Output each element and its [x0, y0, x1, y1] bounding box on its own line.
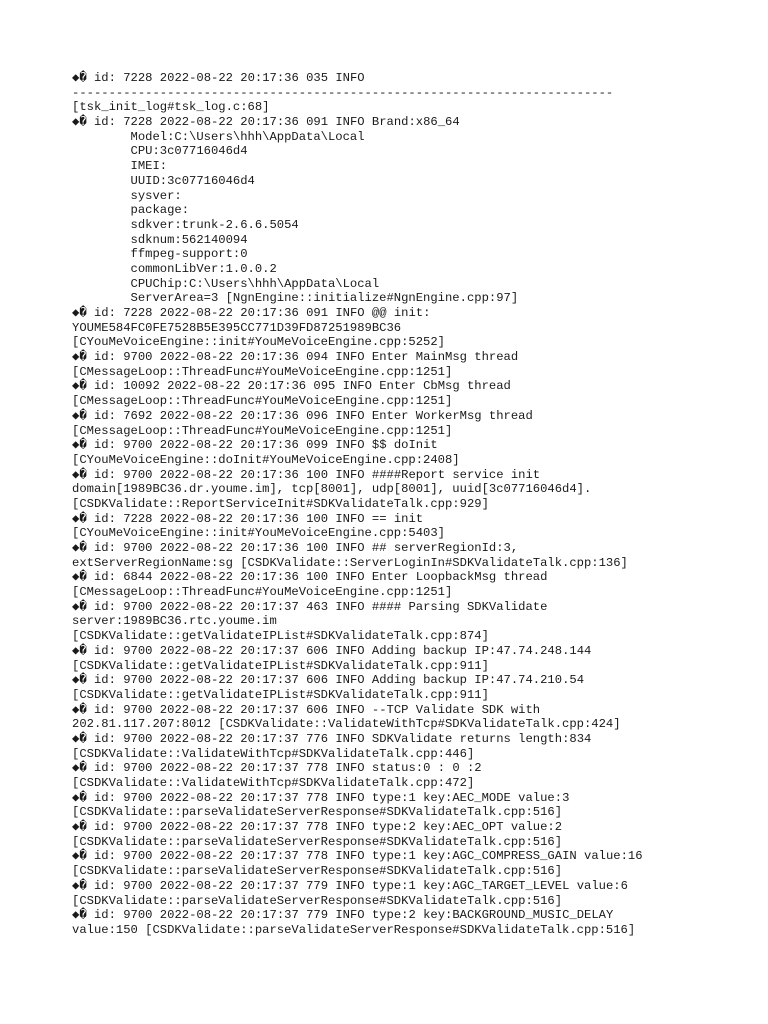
log-line: IMEI: — [72, 159, 168, 174]
log-line: [CSDKValidate::ValidateWithTcp#SDKValidateTalk.cpp:446] — [72, 746, 475, 761]
log-line: ◆� id: 9700 2022-08-22 20:17:37 778 INFO type:1 key:AGC_COMPRESS_GAIN value:16 — [72, 849, 643, 864]
log-line: [CMessageLoop::ThreadFunc#YouMeVoiceEngine.cpp:1251] — [72, 394, 453, 409]
log-line: ◆� id: 6844 2022-08-22 20:17:36 100 INFO Enter LoopbackMsg thread — [72, 570, 548, 585]
log-line: [CMessageLoop::ThreadFunc#YouMeVoiceEngine.cpp:1251] — [72, 364, 453, 379]
log-line: [CMessageLoop::ThreadFunc#YouMeVoiceEngine.cpp:1251] — [72, 423, 453, 438]
log-line: YOUME584FC0FE7528B5E395CC771D39FD87251989BC36 — [72, 320, 402, 335]
log-line: [CSDKValidate::getValidateIPList#SDKValidateTalk.cpp:911] — [72, 687, 489, 702]
log-line: ◆� id: 7228 2022-08-22 20:17:36 091 INFO Brand:x86_64 — [72, 115, 460, 130]
log-line: sysver: — [72, 188, 182, 203]
log-line: ◆� id: 9700 2022-08-22 20:17:36 100 INFO ####Report service init — [72, 467, 541, 482]
log-line: commonLibVer:1.0.0.2 — [72, 261, 277, 276]
log-line: 202.81.117.207:8012 [CSDKValidate::ValidateWithTcp#SDKValidateTalk.cpp:424] — [72, 717, 621, 732]
log-line: ◆� id: 9700 2022-08-22 20:17:37 779 INFO type:2 key:BACKGROUND_MUSIC_DELAY — [72, 908, 614, 923]
log-line: ◆� id: 9700 2022-08-22 20:17:37 778 INFO type:2 key:AEC_OPT value:2 — [72, 820, 563, 835]
log-line: [CYouMeVoiceEngine::doInit#YouMeVoiceEngine.cpp:2408] — [72, 452, 460, 467]
log-line: value:150 [CSDKValidate::parseValidateServerResponse#SDKValidateTalk.cpp:516] — [72, 922, 636, 937]
log-line: sdknum:562140094 — [72, 232, 248, 247]
log-line: ffmpeg-support:0 — [72, 247, 248, 262]
log-line: UUID:3c07716046d4 — [72, 173, 255, 188]
log-line: ◆� id: 9700 2022-08-22 20:17:37 463 INFO #### Parsing SDKValidate — [72, 599, 548, 614]
log-line: ServerArea=3 [NgnEngine::initialize#NgnEngine.cpp:97] — [72, 291, 519, 306]
log-line: ◆� id: 9700 2022-08-22 20:17:36 094 INFO Enter MainMsg thread — [72, 350, 519, 365]
log-line: package: — [72, 203, 190, 218]
log-line: ◆� id: 7692 2022-08-22 20:17:36 096 INFO Enter WorkerMsg thread — [72, 408, 533, 423]
log-document — [72, 71, 762, 938]
log-line: [CSDKValidate::getValidateIPList#SDKValidateTalk.cpp:911] — [72, 658, 489, 673]
log-line: CPUChip:C:\Users\hhh\AppData\Local — [72, 276, 380, 291]
log-line: ◆� id: 9700 2022-08-22 20:17:36 099 INFO $$ doInit — [72, 438, 438, 453]
log-line: ◆� id: 9700 2022-08-22 20:17:36 100 INFO ## serverRegionId:3, — [72, 541, 519, 555]
log-line: ◆� id: 10092 2022-08-22 20:17:36 095 INFO Enter CbMsg thread — [72, 379, 511, 394]
log-line: [CSDKValidate::ValidateWithTcp#SDKValidateTalk.cpp:472] — [72, 776, 475, 790]
log-line: [CSDKValidate::parseValidateServerResponse#SDKValidateTalk.cpp:516] — [72, 834, 563, 849]
log-line: ◆� id: 7228 2022-08-22 20:17:36 100 INFO == init — [72, 511, 424, 526]
log-line: ◆� id: 9700 2022-08-22 20:17:37 606 INFO Adding backup IP:47.74.248.144 — [72, 643, 592, 658]
log-line: [CSDKValidate::ReportServiceInit#SDKValidateTalk.cpp:929] — [72, 496, 489, 511]
log-line: CPU:3c07716046d4 — [72, 144, 248, 159]
log-line: [CYouMeVoiceEngine::init#YouMeVoiceEngine.cpp:5403] — [72, 526, 445, 541]
log-line: domain[1989BC36.dr.youme.im], tcp[8001], udp[8001], uuid[3c07716046d4]. — [72, 482, 592, 497]
log-line: ◆� id: 9700 2022-08-22 20:17:37 779 INFO type:1 key:AGC_TARGET_LEVEL value:6 — [72, 878, 628, 893]
log-line: ◆� id: 7228 2022-08-22 20:17:36 035 INFO — [72, 71, 365, 85]
log-line: [CSDKValidate::parseValidateServerResponse#SDKValidateTalk.cpp:516] — [72, 864, 563, 879]
log-line: Model:C:\Users\hhh\AppData\Local — [72, 129, 365, 144]
log-line: [CSDKValidate::parseValidateServerResponse#SDKValidateTalk.cpp:516] — [72, 805, 563, 820]
log-line: ◆� id: 9700 2022-08-22 20:17:37 606 INFO --TCP Validate SDK with — [72, 702, 541, 717]
log-line: server:1989BC36.rtc.youme.im — [72, 614, 277, 629]
log-line: ◆� id: 9700 2022-08-22 20:17:37 778 INFO status:0 : 0 :2 — [72, 761, 482, 776]
log-line: [CYouMeVoiceEngine::init#YouMeVoiceEngine.cpp:5252] — [72, 335, 445, 350]
log-line: [tsk_init_log#tsk_log.c:68] — [72, 100, 270, 115]
log-line: [CMessageLoop::ThreadFunc#YouMeVoiceEngine.cpp:1251] — [72, 585, 453, 600]
log-line: [CSDKValidate::parseValidateServerResponse#SDKValidateTalk.cpp:516] — [72, 893, 563, 908]
log-line: ◆� id: 9700 2022-08-22 20:17:37 778 INFO type:1 key:AEC_MODE value:3 — [72, 790, 570, 805]
log-line: extServerRegionName:sg [CSDKValidate::ServerLoginIn#SDKValidateTalk.cpp:136] — [72, 555, 628, 570]
log-line: sdkver:trunk-2.6.6.5054 — [72, 217, 299, 232]
log-separator: -------------------------------------------------------------------------- — [72, 85, 614, 100]
log-line: ◆� id: 7228 2022-08-22 20:17:36 091 INFO @@ init: — [72, 306, 431, 320]
log-line: ◆� id: 9700 2022-08-22 20:17:37 606 INFO Adding backup IP:47.74.210.54 — [72, 673, 585, 688]
log-line: ◆� id: 9700 2022-08-22 20:17:37 776 INFO SDKValidate returns length:834 — [72, 731, 592, 746]
log-line: [CSDKValidate::getValidateIPList#SDKValidateTalk.cpp:874] — [72, 629, 489, 644]
